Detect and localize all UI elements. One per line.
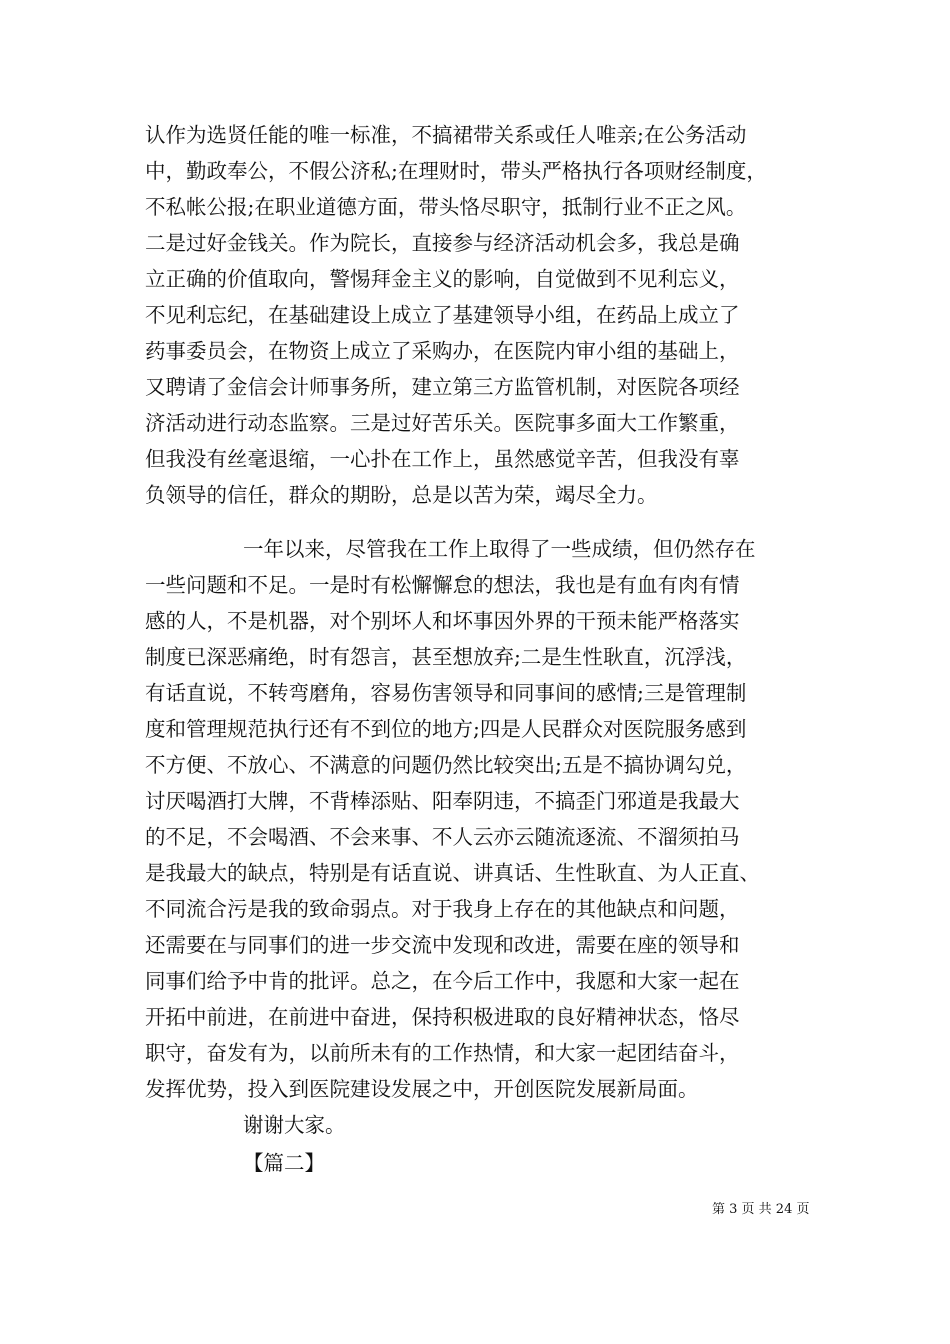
text-line: 认作为选贤任能的唯一标准，不搞裙带关系或任人唯亲;在公务活动: [145, 123, 747, 147]
text-line: 讨厌喝酒打大牌，不背棒添贴、阳奉阴违，不搞歪门邪道是我最大: [145, 789, 740, 813]
text-line: 药事委员会，在物资上成立了采购办，在医院内审小组的基础上，: [145, 339, 740, 363]
text-line: 有话直说，不转弯磨角，容易伤害领导和同事间的感情;三是管理制: [145, 681, 747, 705]
text-line: 一些问题和不足。一是时有松懈懈怠的想法，我也是有血有肉有情: [145, 573, 740, 597]
closing-thanks: 谢谢大家。: [243, 1113, 346, 1137]
text-line: 制度已深恶痛绝，时有怨言，甚至想放弃;二是生性耿直，沉浮浅，: [145, 645, 747, 669]
text-line: 二是过好金钱关。作为院长，直接参与经济活动机会多，我总是确: [145, 231, 740, 255]
page-number: 第 3 页 共 24 页: [712, 1202, 810, 1217]
text-line: 但我没有丝毫退缩，一心扑在工作上，虽然感觉辛苦，但我没有辜: [145, 447, 740, 471]
paragraph-start-line: 一年以来，尽管我在工作上取得了一些成绩，但仍然存在: [243, 537, 756, 561]
text-line: 不同流合污是我的致命弱点。对于我身上存在的其他缺点和问题，: [145, 897, 740, 921]
text-line: 中，勤政奉公，不假公济私;在理财时，带头严格执行各项财经制度，: [145, 159, 767, 183]
text-line: 不方便、不放心、不满意的问题仍然比较突出;五是不搞协调勾兑，: [145, 753, 747, 777]
text-line: 度和管理规范执行还有不到位的地方;四是人民群众对医院服务感到: [145, 717, 747, 741]
text-line: 的不足，不会喝酒、不会来事、不人云亦云随流逐流、不溜须拍马: [145, 825, 740, 849]
text-line: 发挥优势，投入到医院建设发展之中，开创医院发展新局面。: [145, 1077, 699, 1101]
text-line: 开拓中前进，在前进中奋进，保持积极进取的良好精神状态，恪尽: [145, 1005, 740, 1029]
text-line: 不私帐公报;在职业道德方面，带头恪尽职守，抵制行业不正之风。: [145, 195, 747, 219]
text-line: 济活动进行动态监察。三是过好苦乐关。医院事多面大工作繁重，: [145, 411, 740, 435]
text-line: 是我最大的缺点，特别是有话直说、讲真话、生性耿直、为人正直、: [145, 861, 760, 885]
text-line: 负领导的信任，群众的期盼，总是以苦为荣，竭尽全力。: [145, 483, 658, 507]
text-line: 同事们给予中肯的批评。总之，在今后工作中，我愿和大家一起在: [145, 969, 740, 993]
text-line: 还需要在与同事们的进一步交流中发现和改进，需要在座的领导和: [145, 933, 740, 957]
text-line: 立正确的价值取向，警惕拜金主义的影响，自觉做到不见利忘义，: [145, 267, 740, 291]
section-heading: 【篇二】: [243, 1151, 325, 1175]
text-line: 不见利忘纪，在基础建设上成立了基建领导小组，在药品上成立了: [145, 303, 740, 327]
text-line: 职守，奋发有为，以前所未有的工作热情，和大家一起团结奋斗，: [145, 1041, 740, 1065]
text-line: 感的人，不是机器，对个别坏人和坏事因外界的干预未能严格落实: [145, 609, 740, 633]
text-line: 又聘请了金信会计师事务所，建立第三方监管机制，对医院各项经: [145, 375, 740, 399]
